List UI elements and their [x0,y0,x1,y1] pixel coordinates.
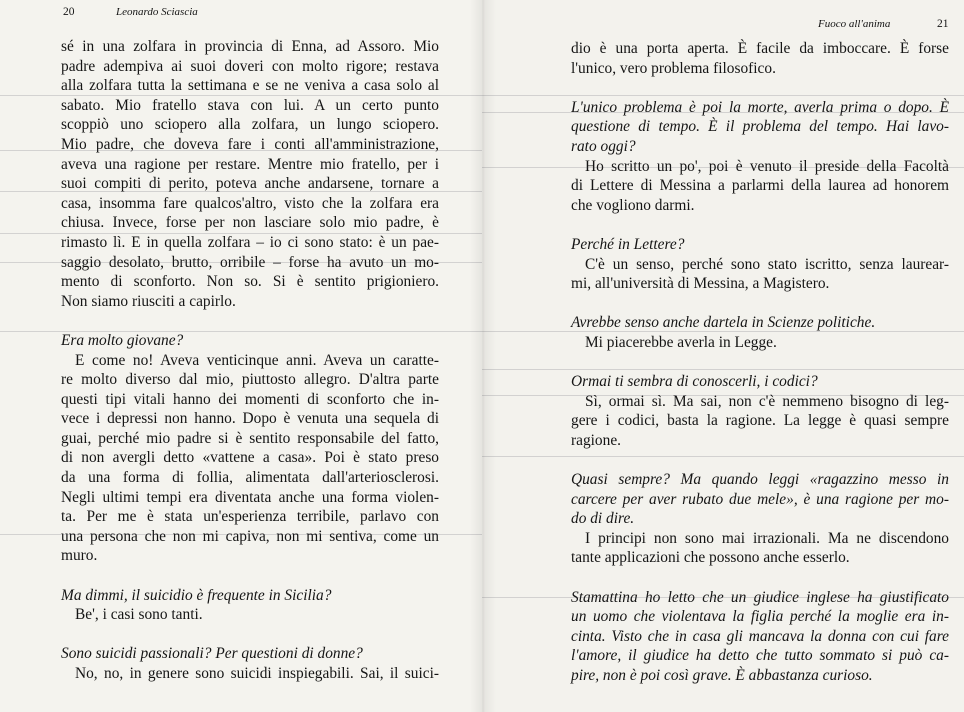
text-line: gere i codici, basta la ragione. La legge è quasi sempre [571,412,949,430]
question-line: rato oggi? [571,137,636,155]
paragraph-gap [61,566,439,586]
question-line: Ma dimmi, il suicidio è frequente in Sicilia? [61,586,332,604]
text-line: aveva una ragione per restare. Mentre mio fratello, per i [61,155,439,173]
text-line: alla zolfara tutta la settimana e se ne veniva a casa solo al [61,77,439,95]
scan-line [482,369,964,370]
text-line: Negli ultimi tempi era diventata anche una forma violen- [61,488,439,506]
text-line: re molto diverso dal mio, piuttosto allegro. D'altra parte [61,371,439,389]
scan-line [0,262,482,263]
scan-line [0,534,482,535]
paragraph-gap [571,568,949,588]
scan-line [0,331,964,332]
question-line: Sono suicidi passionali? Per questioni di donne? [61,645,363,663]
text-line: una persona che non mi capiva, non mi sentiva, come un [61,527,439,545]
question-line: Perché in Lettere? [571,235,685,253]
page-number: 21 [937,18,949,30]
text-line: chiusa. Invece, forse per non lasciare solo mio padre, è [61,214,439,232]
question-line: L'unico problema è poi la morte, averla prima o dopo. È [571,98,949,116]
question-line: Stamattina ho letto che un giudice inglese ha giustificato [571,588,949,606]
text-line: Mio padre, che doveva fare i conti all'amministrazione, [61,135,439,153]
question-line: pire, non è poi così grave. È abbastanza curioso. [571,667,873,684]
scan-line [482,456,964,457]
text-line: di Lettere di Messina a parlarmi della laurea ad honorem [571,177,949,195]
scan-line [482,395,964,396]
left-page-text [61,37,439,684]
question-line: do di dire. [571,510,635,528]
text-line: guai, perché mio padre si è sentito responsabile del fatto, [61,429,439,447]
paragraph-gap [61,311,439,331]
text-line: vece i depressi non hanno. Dopo è venuta una sequela di [61,410,439,428]
text-line: Be', i casi sono tanti. [75,606,203,624]
paragraph-gap [571,450,949,470]
question-line: un uomo che violentava la figlia perché la moglie era in- [571,608,949,626]
text-line: l'unico, vero problema filosofico. [571,59,776,77]
question-line: carcere per aver rubato due mele», è una ragione per mo- [571,490,949,508]
question-line: Ormai ti sembra di conoscerli, i codici? [571,373,818,391]
text-line: I principi non sono mai irrazionali. Ma ne discendono [585,529,949,547]
running-head: Fuoco all'anima [818,18,891,30]
text-line: Mi piacerebbe averla in Legge. [585,333,777,351]
text-line: saggio desolato, brutto, orribile – forse ha avuto un mo- [61,253,439,271]
text-line: che vogliono darmi. [571,196,695,214]
text-line: tante applicazioni che possono anche esserlo. [571,549,850,567]
question-line: cinta. Visto che in casa gli mancava la donna con cui fare [571,627,949,645]
scan-line [0,150,482,151]
text-line: dio è una porta aperta. È facile da imboccare. È forse [571,40,949,57]
scan-line [482,167,964,168]
scan-line [482,597,964,598]
text-line: ta. Per me è stata un'esperienza terribile, parlavo con [61,508,439,526]
question-line: questione di tempo. È il problema del tempo. Hai lavo- [571,118,949,136]
scan-line [482,112,964,113]
right-page [482,0,964,712]
text-line: Ho scritto un po', poi è venuto il preside della Facoltà [585,157,949,175]
question-line: Era molto giovane? [61,331,184,349]
text-line: scoppiò uno sciopero alla zolfara, un lungo sciopero. [61,116,439,134]
running-head: Leonardo Sciascia [116,6,198,18]
book-gutter [470,0,496,712]
text-line: No, no, in genere sono suicidi inspiegabili. Sai, il suici- [75,665,439,682]
paragraph-gap [571,294,949,314]
question-line: Quasi sempre? Ma quando leggi «ragazzino messo in [571,471,949,489]
text-line: suoi compiti di perito, poteva anche andarsene, tornare a [61,175,439,193]
text-line: sé in una zolfara in provincia di Enna, ad Assoro. Mio [61,38,439,55]
page-number: 20 [63,6,75,18]
text-line: mento di sconforto. Non so. Si è sentito prigioniero. [61,273,439,291]
text-line: rimasto lì. E in quella zolfara – io ci sono stato: è un pae- [61,233,439,251]
right-page-text [571,39,949,686]
text-line: ragione. [571,431,621,449]
text-line: padre adempiva ai suoi doveri con molto rigore; restava [61,57,439,75]
text-line: Non siamo riusciti a capirlo. [61,292,236,310]
question-line: l'amore, il giudice ha detto che tutto sommato si può ca- [571,647,949,665]
scan-line [0,233,482,234]
paragraph-gap [61,625,439,645]
text-line: E come no! Aveva venticinque anni. Aveva un caratte- [75,351,439,369]
text-line: casa, insomma fare qualcos'altro, visto che la zolfara era [61,194,439,212]
scan-line [0,95,964,96]
text-line: di non avergli detto «vattene a casa». Poi è stato preso [61,449,439,467]
text-line: C'è un senso, perché sono stato iscritto, senza laurear- [585,255,949,273]
text-line: questi tipi vitali hanno dei momenti di sconforto che in- [61,390,439,408]
text-line: sabato. Mio fratello stava con lui. A un certo punto [61,96,439,114]
question-line: Avrebbe senso anche dartela in Scienze politiche. [571,314,876,332]
scan-line [0,191,482,192]
paragraph-gap [571,215,949,235]
text-line: mi, all'università di Messina, a Magistero. [571,275,830,293]
text-line: Sì, ormai sì. Ma sai, non c'è nemmeno bisogno di leg- [585,392,949,410]
text-line: muro. [61,547,98,565]
text-line: da una forma di follia, alimentata dall'arteriosclerosi. [61,469,439,487]
